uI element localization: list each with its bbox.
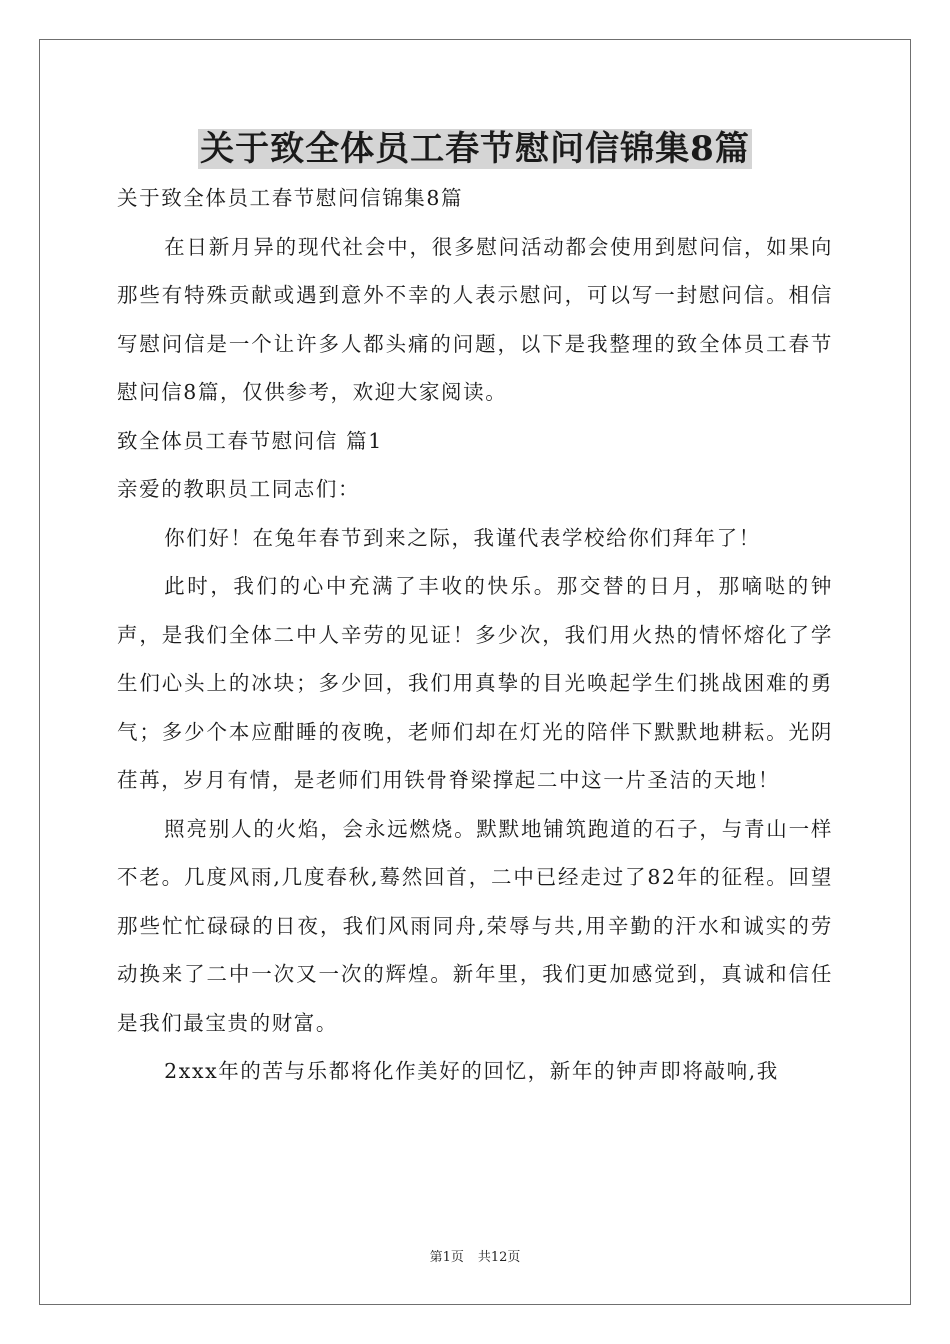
- page-footer: [0, 1248, 950, 1268]
- paragraph: 致全体员工春节慰问信 篇1: [117, 428, 383, 453]
- page-total: 共12页: [477, 1250, 521, 1265]
- document-title: [0, 124, 950, 174]
- paragraph: 你们好！在兔年春节到来之际，我谨代表学校给你们拜年了！: [164, 525, 761, 550]
- paragraph: 照亮别人的火焰，会永远燃烧。默默地铺筑跑道的石子，与青山一样不老。几度风雨,几度春秋,蓦然回首，二中已经走过了82年的征程。回望那些忙忙碌碌的日夜，我们风雨同舟,荣辱与共,用辛勤的汗水和诚实的劳动换来了二中一次又一次的辉煌。新年里，我们更加感觉到，真诚和信任是我们最宝贵的财富。: [117, 816, 833, 1035]
- paragraph: 在日新月异的现代社会中，很多慰问活动都会使用到慰问信，如果向那些有特殊贡献或遇到意外不幸的人表示慰问，可以写一封慰问信。相信写慰问信是一个让许多人都头痛的问题，以下是我整理的致全体员工春节慰问信8篇，仅供参考，欢迎大家阅读。: [117, 234, 833, 404]
- document-body: [117, 174, 833, 1096]
- page-number: 第1页: [429, 1250, 464, 1265]
- paragraph: 关于致全体员工春节慰问信锦集8篇: [117, 186, 464, 210]
- paragraph: 2xxx年的苦与乐都将化作美好的回忆，新年的钟声即将敲响,我: [164, 1059, 779, 1083]
- document-title-text: 关于致全体员工春节慰问信锦集8篇: [200, 129, 750, 169]
- paragraph: 此时，我们的心中充满了丰收的快乐。那交替的日月，那嘀哒的钟声，是我们全体二中人辛劳的见证！多少次，我们用火热的情怀熔化了学生们心头上的冰块；多少回，我们用真挚的目光唤起学生们挑战困难的勇气；多少个本应酣睡的夜晚，老师们却在灯光的陪伴下默默地耕耘。光阴荏苒，岁月有情，是老师们用铁骨脊梁撑起二中这一片圣洁的天地！: [117, 574, 833, 792]
- paragraph: 亲爱的教职员工同志们：: [117, 477, 361, 501]
